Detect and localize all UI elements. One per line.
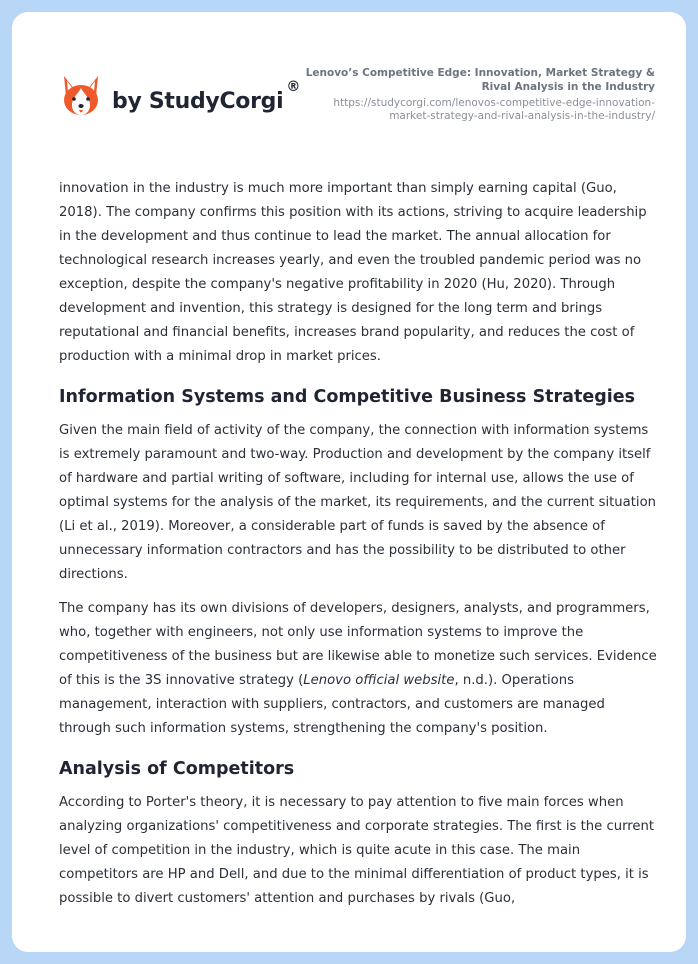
citation-title: Lenovo official website <box>303 673 455 688</box>
section-heading: Information Systems and Competitive Business Strategies <box>59 387 636 407</box>
page <box>12 12 686 952</box>
section-heading: Analysis of Competitors <box>59 759 295 779</box>
article-body <box>59 177 659 921</box>
studycorgi-logo[interactable] <box>60 74 300 120</box>
paragraph <box>59 597 659 741</box>
document-url[interactable]: https://studycorgi.com/lenovos-competitive-edge-innovation-market-strategy-and-rival-analysis-in-the-industry/ <box>333 97 655 122</box>
paragraph-text: , n.d.). Operations management, interaction with suppliers, contractors, and customers are managed through such information systems, strengthening the company's position. <box>59 673 605 736</box>
paragraph-text: The company has its own divisions of developers, designers, analysts, and programmers, who, together with engineers, not only use information systems to improve the competitiveness of the business but are likewise able to monetize such services. Evidence of this is the 3S innovative strategy ( <box>59 601 657 688</box>
registered-mark: ® <box>286 79 301 95</box>
paragraph: innovation in the industry is much more important than simply earning capital (Guo, 2018). The company confirms this position with its actions, striving to acquire leadership in the development and thus continue to lead the market. The annual allocation for technological research increases yearly, and even the troubled pandemic period was no exception, despite the company's negative profitability in 2020 (Hu, 2020). Through development and invention, this strategy is designed for the long term and brings reputational and financial benefits, increases brand popularity, and reduces the cost of production with a minimal drop in market prices. <box>59 181 647 364</box>
paragraph: Given the main field of activity of the company, the connection with information systems is extremely paramount and two-way. Production and development by the company itself of hardware and partial writing of software, including for internal use, allows the use of optimal systems for the analysis of the market, its requirements, and the current situation (Li et al., 2019). Moreover, a considerable part of funds is saved by the absence of unnecessary information contractors and has the possibility to be distributed to other directions. <box>59 423 656 582</box>
document-meta <box>295 66 655 123</box>
document-title: Lenovo’s Competitive Edge: Innovation, Market Strategy & Rival Analysis in the Industry <box>305 67 655 93</box>
header <box>12 12 686 142</box>
corgi-logo-icon <box>60 74 102 120</box>
paragraph: According to Porter's theory, it is necessary to pay attention to five main forces when analyzing organizations' competitiveness and corporate strategies. The first is the current level of competition in the industry, which is quite acute in this case. The main competitors are HP and Dell, and due to the minimal differentiation of product types, it is possible to divert customers' attention and purchases by rivals (Guo, <box>59 795 655 906</box>
brand-name: by StudyCorgi <box>112 88 284 114</box>
